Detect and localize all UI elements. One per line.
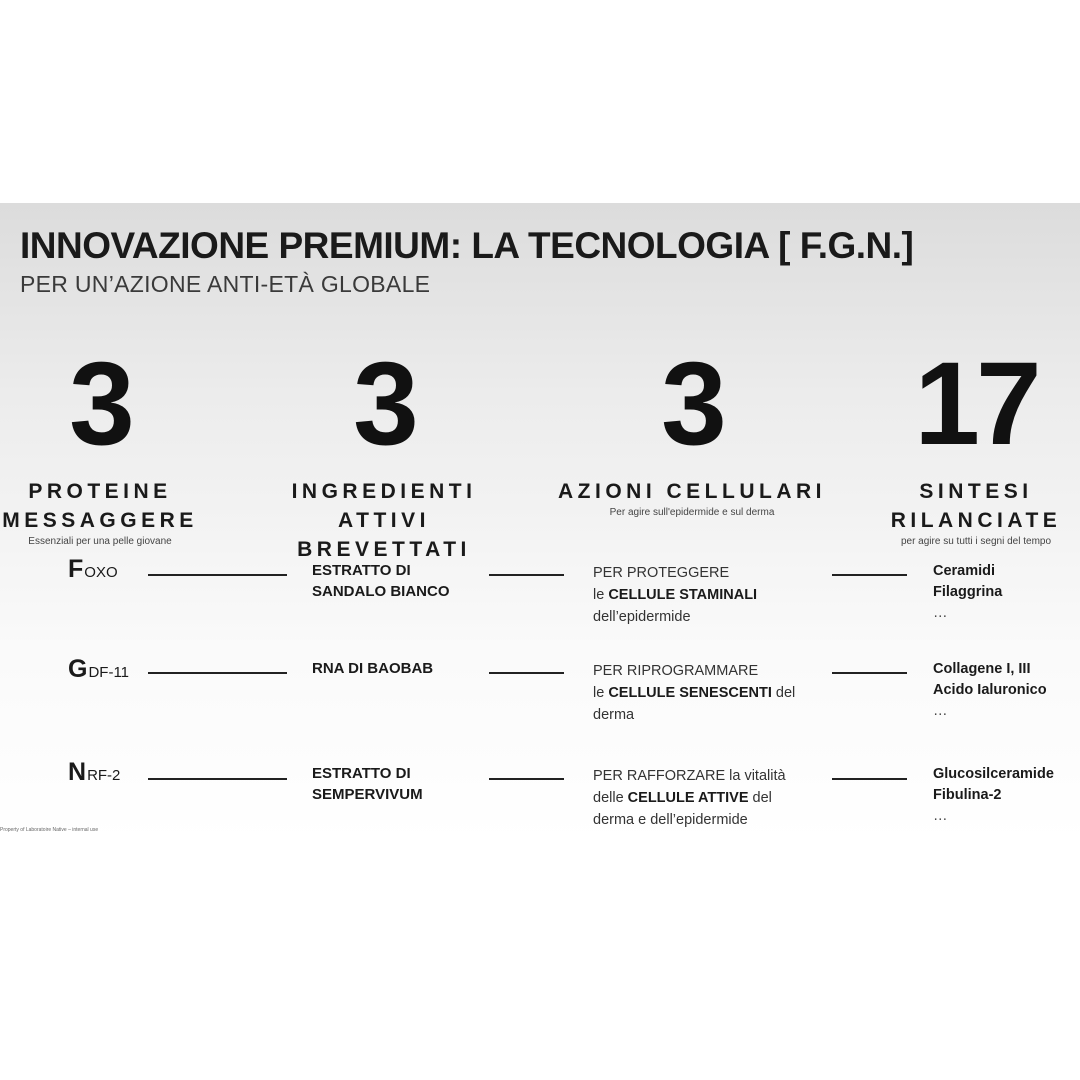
stat-ingredienti-attivi: [284, 338, 484, 564]
stat-number: 3: [69, 338, 131, 470]
protein-code-rest: RF-2: [87, 767, 121, 784]
row-foxo: [0, 555, 1080, 625]
action-text: PER RAFFORZARE la vitalità: [593, 768, 786, 784]
stat-number: 17: [914, 338, 1038, 470]
connector-line: [832, 778, 907, 780]
protein-code-rest: DF-11: [88, 664, 130, 681]
stat-proteine-messaggere: [0, 338, 200, 547]
stat-label-line: INGREDIENTI: [291, 480, 477, 503]
slide: [0, 203, 1080, 843]
stat-azioni-cellulari: [552, 338, 832, 518]
action-text: le: [593, 587, 609, 603]
cellular-action: [593, 660, 825, 726]
synthesis-list: [933, 764, 1073, 827]
action-highlight: CELLULE SENESCENTI: [608, 685, 772, 701]
ingredient: [312, 763, 482, 805]
protein-code-rest: OXO: [84, 564, 118, 581]
protein-code: [68, 758, 120, 787]
stat-note: Essenziali per una pelle giovane: [28, 536, 172, 547]
connector-line: [832, 672, 907, 674]
cellular-action: [593, 765, 825, 831]
connector-line: [832, 574, 907, 576]
synthesis-item: Collagene I, III: [933, 661, 1031, 677]
stat-label-line: MESSAGGERE: [2, 509, 198, 532]
action-text: derma: [593, 707, 635, 723]
synthesis-item: Filaggrina: [933, 584, 1003, 600]
synthesis-ellipsis: …: [933, 605, 948, 621]
protein-code-initial: N: [68, 758, 87, 786]
stat-label-line: PROTEINE: [28, 480, 172, 503]
action-text: PER RIPROGRAMMARE: [593, 663, 759, 679]
synthesis-list: [933, 659, 1073, 722]
stat-label-line: AZIONI CELLULARI: [558, 480, 826, 503]
connector-line: [148, 672, 287, 674]
stat-note: per agire su tutti i segni del tempo: [900, 536, 1052, 547]
stat-number: 3: [353, 338, 415, 470]
ingredient-line: RNA DI BAOBAB: [312, 660, 434, 677]
ingredient-line: SEMPERVIVUM: [312, 786, 423, 803]
page-subtitle: PER UN’AZIONE ANTI-ETÀ GLOBALE: [20, 271, 431, 297]
action-text: PER PROTEGGERE: [593, 565, 730, 581]
ingredient-line: ESTRATTO DI: [312, 562, 411, 579]
stat-label-line: BREVETTATI: [297, 538, 471, 561]
action-text: le: [593, 685, 609, 701]
stat-label: [876, 477, 1076, 535]
synthesis-item: Acido Ialuronico: [933, 682, 1047, 698]
footer-note: Property of Laboratoire Native – internal use: [0, 827, 99, 833]
connector-line: [148, 778, 287, 780]
stat-number: 3: [661, 338, 723, 470]
cellular-action: [593, 562, 825, 628]
synthesis-list: [933, 561, 1073, 624]
synthesis-item: Ceramidi: [933, 563, 996, 579]
synthesis-ellipsis: …: [933, 808, 948, 824]
stat-label: [552, 477, 832, 506]
connector-line: [148, 574, 287, 576]
connector-line: [489, 778, 564, 780]
action-text: del: [771, 685, 796, 701]
synthesis-item: Fibulina-2: [933, 787, 1002, 803]
ingredient: [312, 560, 482, 602]
ingredient-line: SANDALO BIANCO: [312, 583, 450, 600]
row-gdf-11: [0, 653, 1080, 723]
stat-label-line: RILANCIATE: [890, 509, 1062, 532]
stat-note: Per agire sull'epidermide e sul derma: [609, 507, 775, 518]
ingredient: [312, 658, 482, 679]
connector-line: [489, 672, 564, 674]
ingredient-line: ESTRATTO DI: [312, 765, 411, 782]
stat-label: [0, 477, 200, 535]
stat-sintesi-rilanciate: [876, 338, 1076, 547]
action-highlight: CELLULE STAMINALI: [608, 587, 758, 603]
protein-code: [68, 555, 118, 584]
protein-code-initial: F: [68, 555, 84, 583]
stat-label-line: SINTESI: [919, 480, 1033, 503]
protein-code: [68, 655, 129, 684]
protein-code-initial: G: [68, 655, 88, 683]
action-text: delle: [593, 790, 628, 806]
row-nrf-2: [0, 758, 1080, 828]
action-text: del: [748, 790, 772, 806]
connector-line: [489, 574, 564, 576]
action-text: derma e dell’epidermide: [593, 812, 748, 828]
action-highlight: CELLULE ATTIVE: [627, 790, 749, 806]
stat-label-line: ATTIVI: [338, 509, 430, 532]
synthesis-ellipsis: …: [933, 703, 948, 719]
stat-label: [284, 477, 484, 564]
synthesis-item: Glucosilceramide: [933, 766, 1054, 782]
action-text: dell’epidermide: [593, 609, 691, 625]
page-title: INNOVAZIONE PREMIUM: LA TECNOLOGIA [ F.G.N.]: [20, 225, 914, 266]
